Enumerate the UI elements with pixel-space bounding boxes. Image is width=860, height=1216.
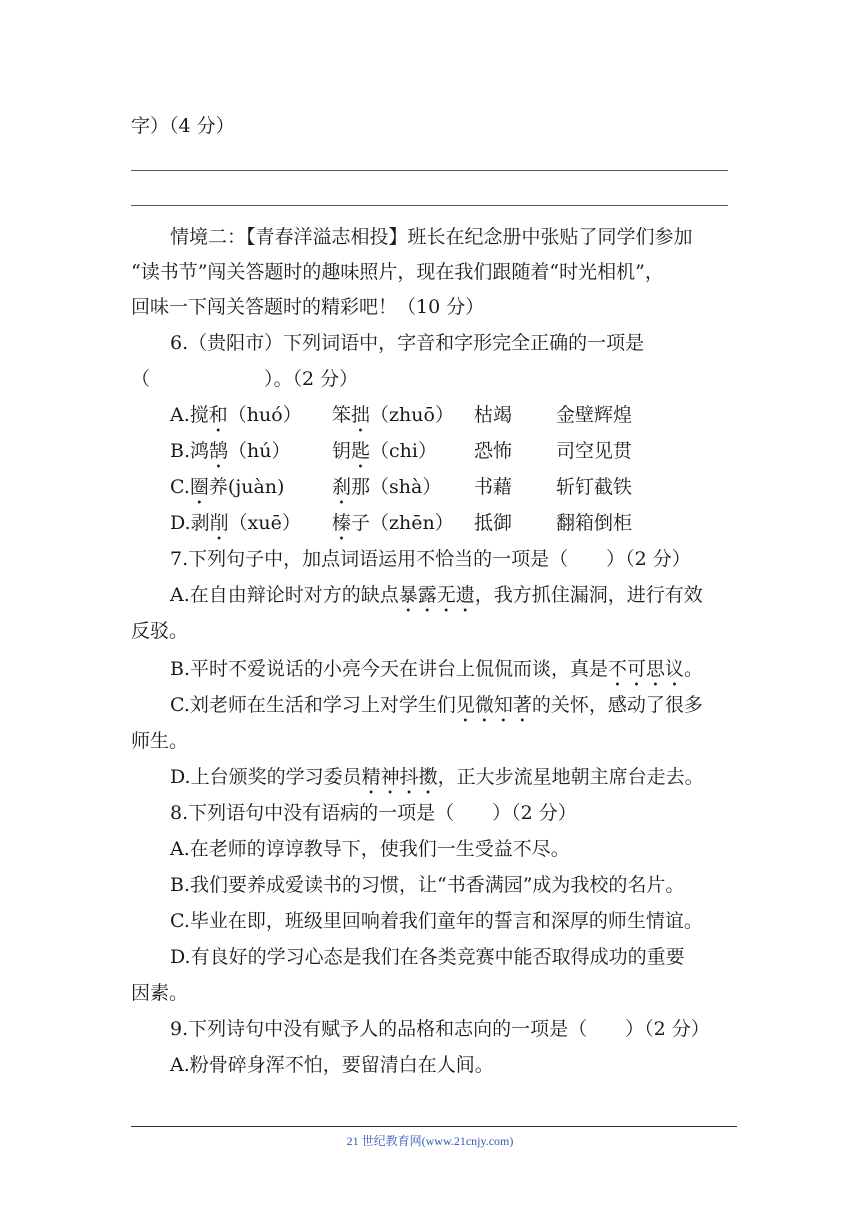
q7-stem: 7.下列句子中，加点词语运用不恰当的一项是（ ）（2 分） [170, 548, 691, 570]
q7-option-c: C.刘老师在生活和学习上对学生们见微知著的关怀，感动了很多 [170, 694, 703, 716]
q7-option-b: B.平时不爱说话的小亮今天在讲台上侃侃而谈，真是不可思议。 [170, 658, 704, 680]
q8-option-d: D.有良好的学习心态是我们在各类竞赛中能否取得成功的重要 [170, 946, 685, 968]
q7-option-a: A.在自由辩论时对方的缺点暴露无遗，我方抓住漏洞，进行有效 [170, 584, 703, 606]
context2-line-2: “读书节”闯关答题时的趣味照片，现在我们跟随着“时光相机”， [131, 261, 664, 283]
q5-tail: 字）（4 分） [131, 115, 235, 137]
q9-stem: 9.下列诗句中没有赋予人的品格和志向的一项是（ ）（2 分） [170, 1018, 710, 1040]
footer-rule [131, 1126, 737, 1127]
q6-stem: 6.（贵阳市）下列词语中，字音和字形完全正确的一项是 [170, 332, 645, 354]
answer-line-2 [131, 205, 728, 206]
q8-stem: 8.下列语句中没有语病的一项是（ ）（2 分） [170, 802, 577, 824]
context2-line-1: 情境二：【青春洋溢志相投】班长在纪念册中张贴了同学们参加 [170, 226, 693, 248]
q8-option-c: C.毕业在即，班级里回响着我们童年的誓言和深厚的师生情谊。 [170, 910, 703, 932]
answer-line-1 [131, 170, 728, 171]
document-page: 字）（4 分） 情境二：【青春洋溢志相投】班长在纪念册中张贴了同学们参加 “读书节”闯关答题时的趣味照片，现在我们跟随着“时光相机”， 回味一下闯关答题时的精彩吧！（10 分） 6.（贵阳市）下列词语中，字音和字形完全正确的一项是 （ ）。（2 分） A.搅和（huó） 笨拙（zhuō） 枯竭 金壁辉煌 B.鸿鹄（hú） 钥匙（chi） 恐怖 司空见贯 C.圈养(juàn) 刹那（shà） 书藉 斩钉截铁 D.剥削（xuē） 榛子（zhēn） 抵御 翻箱倒柜 7.下列句子中，加点词语运用不恰当的一项是（ ）（2 分） A.在自由辩论时对方的缺点暴露无遗，我方抓住漏洞，进行有效 反驳。 B.平时不爱说话的小亮今天在讲台上侃侃而谈，真是不可思议。 C.刘老师在生活和学习上对学生们见微知著的关怀，感动了很多 师生。 D.上台颁奖的学习委员精神抖擞，正大步流星地朝主席台走去。 8.下列语句中没有语病的一项是（ ）（2 分） A.在老师的谆谆教导下，使我们一生受益不尽。 B.我们要养成爱读书的习惯，让“书香满园”成为我校的名片。 C.毕业在即，班级里回响着我们童年的誓言和深厚的师生情谊。 D.有良好的学习心态是我们在各类竞赛中能否取得成功的重要 因素。 9.下列诗句中没有赋予人的品格和志向的一项是（ ）（2 分） A.粉骨碎身浑不怕，要留清白在人间。 21 世纪教育网(www.21cnjy.com) [0, 0, 860, 1216]
q7-option-a-cont: 反驳。 [131, 620, 189, 642]
q8-option-a: A.在老师的谆谆教导下，使我们一生受益不尽。 [170, 838, 570, 860]
q8-option-d-cont: 因素。 [131, 982, 189, 1004]
footer-source: 21 世纪教育网(www.21cnjy.com) [346, 1134, 514, 1148]
q7-option-c-cont: 师生。 [131, 730, 189, 752]
q7-option-d: D.上台颁奖的学习委员精神抖擞，正大步流星地朝主席台走去。 [170, 766, 704, 788]
q8-option-b: B.我们要养成爱读书的习惯，让“书香满园”成为我校的名片。 [170, 874, 685, 896]
context2-line-3: 回味一下闯关答题时的精彩吧！（10 分） [131, 296, 485, 318]
q6-stem-cont: （ ）。（2 分） [131, 368, 359, 390]
q9-option-a: A.粉骨碎身浑不怕，要留清白在人间。 [170, 1054, 494, 1076]
